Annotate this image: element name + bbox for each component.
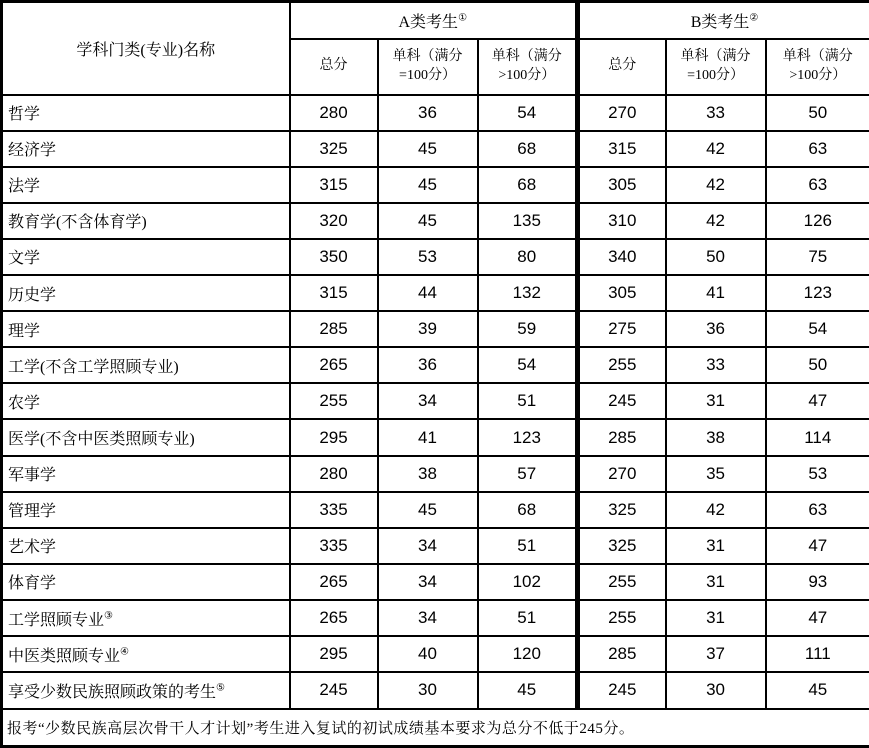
score-cell: 51 (478, 528, 578, 564)
score-cell: 33 (666, 95, 766, 131)
table-row (2, 203, 869, 239)
subject-name: 工学照顾专业③ (2, 600, 290, 636)
score-cell: 126 (766, 203, 869, 239)
subject-name: 教育学(不含体育学) (2, 203, 290, 239)
subject-name: 体育学 (2, 564, 290, 600)
score-cell: 34 (378, 564, 478, 600)
table-row (2, 492, 869, 528)
footnote-text: 报考“少数民族高层次骨干人才计划”考生进入复试的初试成绩基本要求为总分不低于245分。 (2, 709, 869, 747)
score-cell: 50 (766, 347, 869, 383)
score-cell: 59 (478, 311, 578, 347)
table-row (2, 131, 869, 167)
subject-name: 工学(不含工学照顾专业) (2, 347, 290, 383)
score-cell: 34 (378, 600, 478, 636)
col-header-a-single-gt100 (478, 39, 578, 95)
score-cell: 80 (478, 239, 578, 275)
score-cell: 340 (578, 239, 666, 275)
score-cell: 47 (766, 383, 869, 419)
score-cell: 350 (290, 239, 378, 275)
col-header-b-total: 总分 (578, 39, 666, 95)
score-cell: 42 (666, 492, 766, 528)
subject-name: 经济学 (2, 131, 290, 167)
footnote-marker-1: ① (458, 12, 468, 24)
score-cell: 63 (766, 167, 869, 203)
score-cell: 135 (478, 203, 578, 239)
table-row (2, 564, 869, 600)
score-cell: 270 (578, 95, 666, 131)
score-cell: 285 (578, 419, 666, 455)
subject-name: 中医类照顾专业④ (2, 636, 290, 672)
subheader-line2: =100分） (687, 67, 744, 83)
score-cell: 53 (766, 456, 869, 492)
table-row (2, 383, 869, 419)
score-cell: 280 (290, 456, 378, 492)
group-header-a (290, 2, 578, 39)
group-a-label: A类考生 (398, 13, 459, 31)
footnote-marker: ③ (104, 610, 113, 622)
score-cell: 68 (478, 131, 578, 167)
score-cell: 42 (666, 203, 766, 239)
score-cell: 123 (478, 419, 578, 455)
score-cell: 37 (666, 636, 766, 672)
score-cell: 132 (478, 275, 578, 311)
score-cell: 245 (290, 672, 378, 708)
score-cell: 50 (766, 95, 869, 131)
col-header-a-total: 总分 (290, 39, 378, 95)
score-cell: 285 (290, 311, 378, 347)
score-cell: 39 (378, 311, 478, 347)
table-row (2, 672, 869, 708)
score-cell: 270 (578, 456, 666, 492)
score-cell: 120 (478, 636, 578, 672)
score-cell: 38 (666, 419, 766, 455)
score-cell: 45 (766, 672, 869, 708)
subject-name: 农学 (2, 383, 290, 419)
footnote-marker: ⑤ (216, 682, 225, 694)
score-cell: 63 (766, 131, 869, 167)
score-cell: 34 (378, 383, 478, 419)
subheader-line1: 单科（满分 (392, 48, 463, 64)
score-cell: 51 (478, 600, 578, 636)
subheader-line2: =100分） (399, 67, 456, 83)
score-cell: 255 (578, 347, 666, 383)
score-cell: 335 (290, 528, 378, 564)
group-header-b (578, 2, 869, 39)
subject-name: 艺术学 (2, 528, 290, 564)
subheader-line2: >100分） (498, 67, 556, 83)
score-cell: 245 (578, 383, 666, 419)
score-cell: 50 (666, 239, 766, 275)
score-cell: 47 (766, 528, 869, 564)
score-cell: 275 (578, 311, 666, 347)
table-row (2, 600, 869, 636)
table-row (2, 311, 869, 347)
score-cell: 305 (578, 167, 666, 203)
name-column-header: 学科门类(专业)名称 (2, 2, 290, 95)
score-cell: 44 (378, 275, 478, 311)
score-cell: 51 (478, 383, 578, 419)
group-header-row (2, 2, 869, 39)
footnote-row (2, 709, 869, 747)
score-cell: 295 (290, 636, 378, 672)
score-cell: 255 (290, 383, 378, 419)
score-cell: 325 (578, 528, 666, 564)
score-cell: 325 (290, 131, 378, 167)
score-cell: 255 (578, 564, 666, 600)
score-cell: 31 (666, 383, 766, 419)
score-cell: 63 (766, 492, 869, 528)
table-row (2, 528, 869, 564)
score-cell: 315 (290, 275, 378, 311)
score-cell: 33 (666, 347, 766, 383)
group-b-label: B类考生 (690, 13, 750, 31)
table-footer (2, 709, 869, 747)
score-cell: 54 (766, 311, 869, 347)
table-header (2, 2, 869, 95)
col-header-b-single-eq100 (666, 39, 766, 95)
footnote-marker: ④ (120, 646, 129, 658)
subheader-line1: 单科（满分 (680, 48, 751, 64)
score-cell: 45 (378, 131, 478, 167)
score-cell: 45 (478, 672, 578, 708)
table-row (2, 167, 869, 203)
score-cell: 53 (378, 239, 478, 275)
subject-name: 历史学 (2, 275, 290, 311)
score-cell: 111 (766, 636, 869, 672)
score-cell: 114 (766, 419, 869, 455)
score-cell: 31 (666, 600, 766, 636)
score-cell: 36 (378, 95, 478, 131)
score-cell: 102 (478, 564, 578, 600)
score-cell: 265 (290, 564, 378, 600)
col-header-a-single-eq100 (378, 39, 478, 95)
score-cell: 36 (378, 347, 478, 383)
score-cell: 245 (578, 672, 666, 708)
subheader-line1: 单科（满分 (491, 48, 562, 64)
subject-name: 文学 (2, 239, 290, 275)
score-cell: 45 (378, 167, 478, 203)
subject-name: 医学(不含中医类照顾专业) (2, 419, 290, 455)
score-cell: 325 (578, 492, 666, 528)
score-cell: 40 (378, 636, 478, 672)
table-row (2, 95, 869, 131)
table-row (2, 275, 869, 311)
subheader-line2: >100分） (789, 67, 847, 83)
score-cell: 265 (290, 347, 378, 383)
table-body (2, 95, 869, 709)
col-header-b-single-gt100 (766, 39, 869, 95)
subject-name: 管理学 (2, 492, 290, 528)
score-cell: 93 (766, 564, 869, 600)
score-cell: 123 (766, 275, 869, 311)
score-cell: 280 (290, 95, 378, 131)
score-cell: 42 (666, 167, 766, 203)
score-cell: 35 (666, 456, 766, 492)
subject-name: 哲学 (2, 95, 290, 131)
score-cell: 68 (478, 492, 578, 528)
score-cell: 54 (478, 95, 578, 131)
score-cell: 255 (578, 600, 666, 636)
subject-name: 法学 (2, 167, 290, 203)
score-cell: 68 (478, 167, 578, 203)
score-cell: 42 (666, 131, 766, 167)
score-cell: 34 (378, 528, 478, 564)
score-cell: 75 (766, 239, 869, 275)
footnote-marker-2: ② (749, 12, 759, 24)
score-cell: 285 (578, 636, 666, 672)
score-cell: 36 (666, 311, 766, 347)
table-row (2, 456, 869, 492)
table-row (2, 636, 869, 672)
score-cell: 54 (478, 347, 578, 383)
table-row (2, 239, 869, 275)
subject-name: 享受少数民族照顾政策的考生⑤ (2, 672, 290, 708)
score-cell: 315 (578, 131, 666, 167)
score-cell: 31 (666, 528, 766, 564)
score-cell: 265 (290, 600, 378, 636)
score-cell: 305 (578, 275, 666, 311)
score-cell: 30 (378, 672, 478, 708)
score-cell: 38 (378, 456, 478, 492)
score-cell: 45 (378, 203, 478, 239)
subject-name: 军事学 (2, 456, 290, 492)
table-row (2, 347, 869, 383)
score-cell: 41 (378, 419, 478, 455)
score-cell: 315 (290, 167, 378, 203)
score-cell: 57 (478, 456, 578, 492)
score-cell: 45 (378, 492, 478, 528)
subheader-line1: 单科（满分 (782, 48, 853, 64)
score-cell: 47 (766, 600, 869, 636)
score-cell: 335 (290, 492, 378, 528)
score-cell: 310 (578, 203, 666, 239)
score-cell: 320 (290, 203, 378, 239)
subject-name: 理学 (2, 311, 290, 347)
score-cell: 295 (290, 419, 378, 455)
score-cell: 30 (666, 672, 766, 708)
score-cell: 41 (666, 275, 766, 311)
table-row (2, 419, 869, 455)
score-cell: 31 (666, 564, 766, 600)
